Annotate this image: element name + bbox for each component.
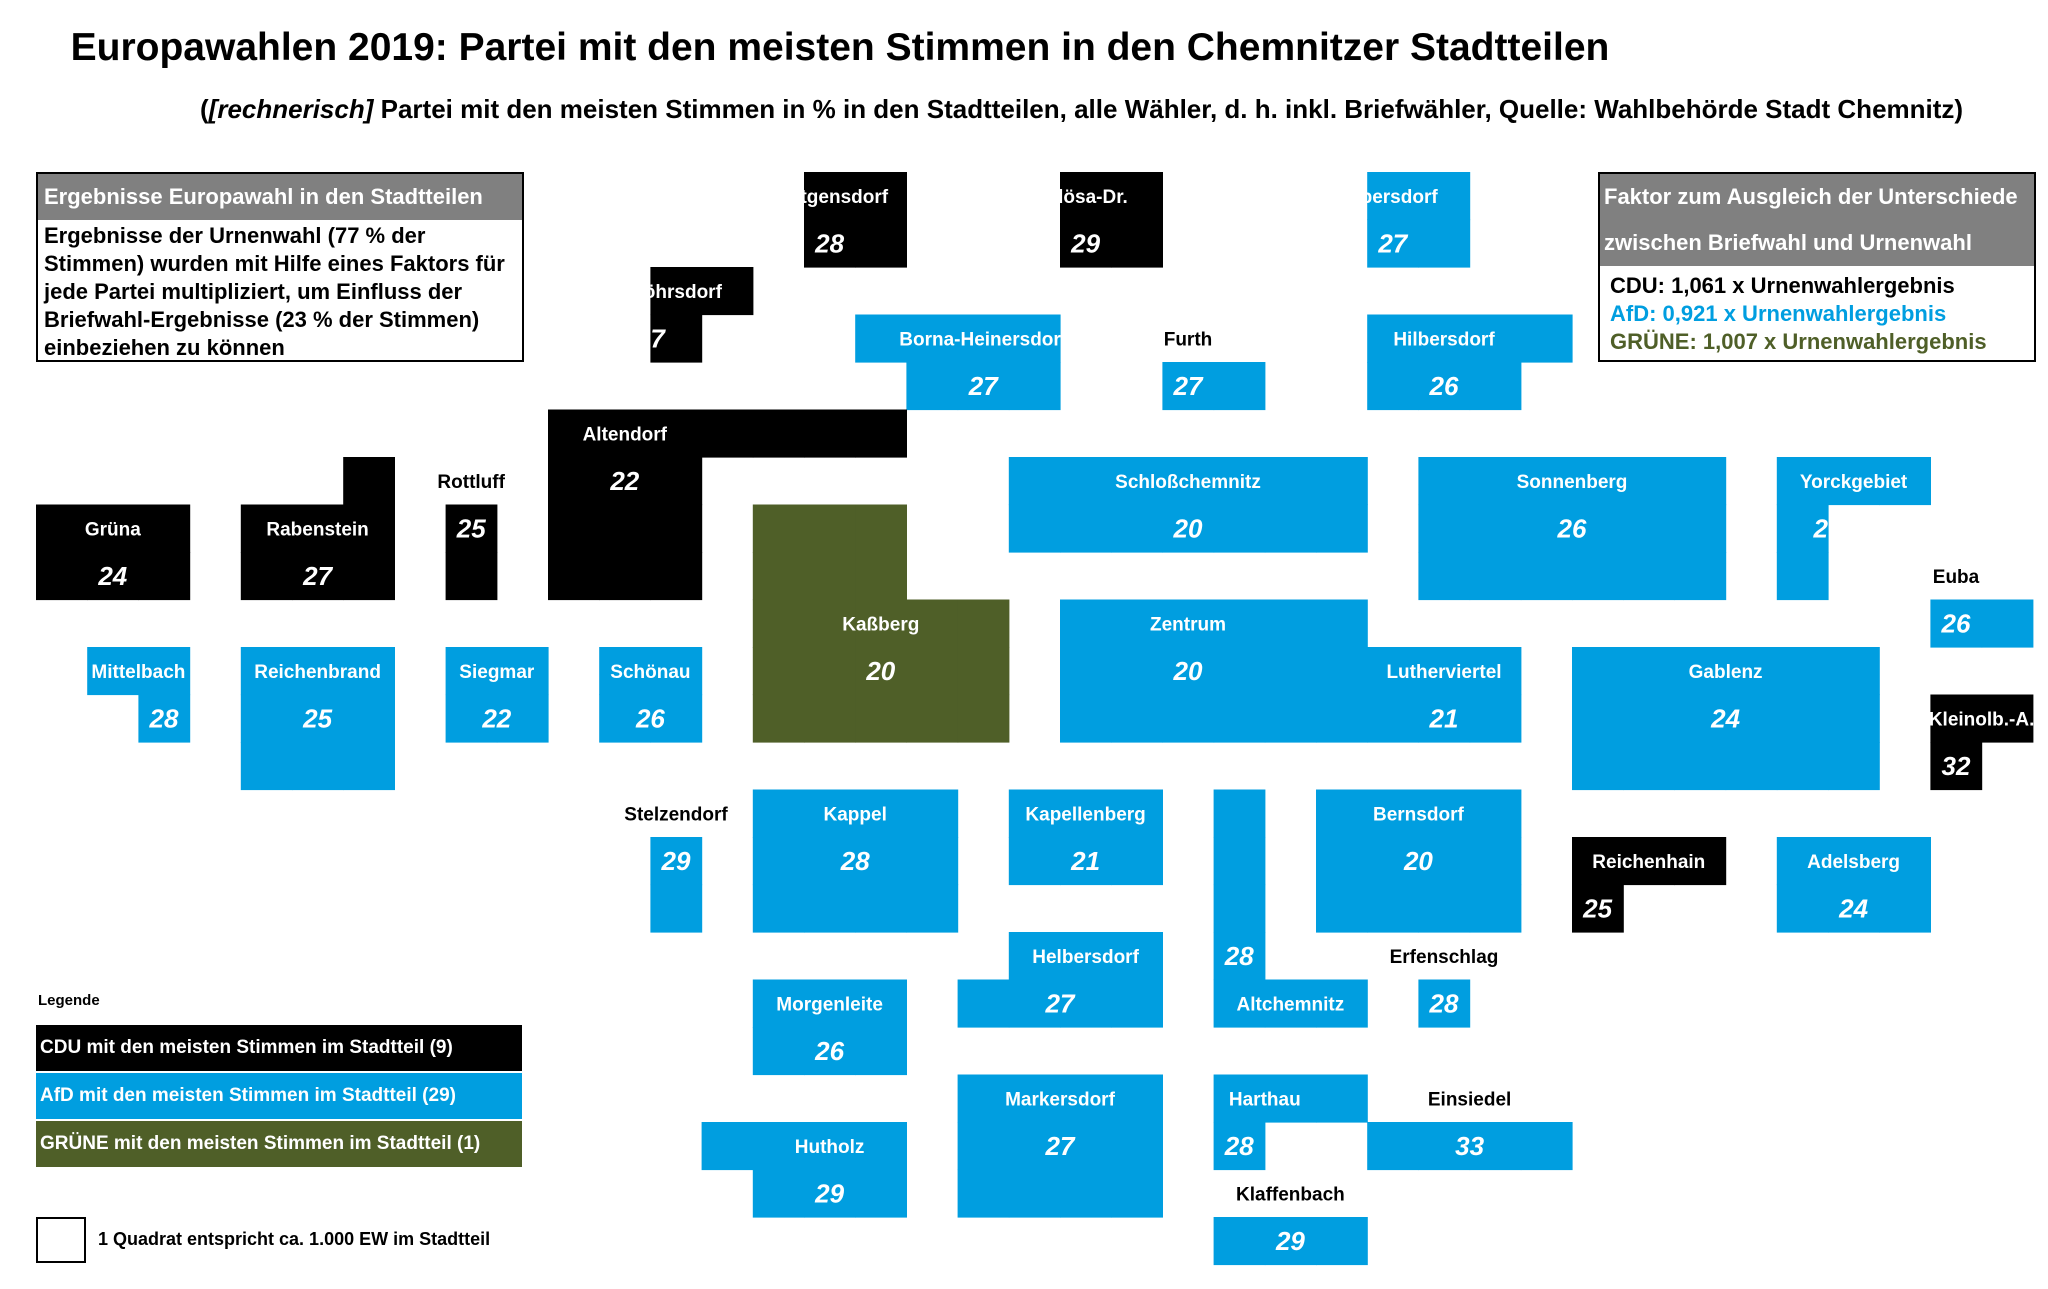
district-value: 28: [1429, 988, 1459, 1019]
legend-cdu: CDU mit den meisten Stimmen im Stadtteil (9): [36, 1025, 522, 1071]
district-cell: [343, 695, 395, 743]
district-name: Zentrum: [1150, 614, 1226, 636]
district-value: 27: [1045, 988, 1075, 1019]
district-cell: [36, 505, 88, 553]
district-cell: [906, 790, 958, 838]
district-name: Stelzendorf: [624, 804, 728, 826]
district-cell: [804, 695, 856, 743]
district-kapellenberg: [1009, 790, 1163, 886]
district-cell: [906, 362, 958, 410]
district-value: 20: [1173, 655, 1203, 686]
district-value: 20: [1173, 513, 1203, 544]
district-cell: [1470, 505, 1522, 553]
district-name: Wittgensdorf: [771, 186, 889, 208]
district-cell: [1470, 457, 1522, 505]
district-helbersdorf: [958, 932, 1163, 1028]
district-name: Markersdorf: [1005, 1089, 1115, 1111]
district-cell: [1316, 505, 1368, 553]
district-cell: [753, 600, 805, 648]
district-cell: [1777, 695, 1829, 743]
district-cell: [1674, 457, 1726, 505]
district-cell: [958, 600, 1010, 648]
district-cell: [650, 885, 702, 933]
district-value: 22: [610, 465, 640, 496]
district-harthau: [1214, 1075, 1368, 1171]
district-cell: [1111, 837, 1163, 885]
district-cell: [1470, 837, 1522, 885]
district-cell: [1777, 552, 1829, 600]
district-cell: [1316, 1217, 1368, 1265]
district-furth: [1162, 329, 1265, 410]
district-cell: [1060, 1170, 1112, 1218]
district-cell: [1214, 790, 1266, 838]
district-value: 33: [1455, 1130, 1485, 1161]
district-cell: [753, 885, 805, 933]
district-cell: [1316, 695, 1368, 743]
district-cell: [1367, 1122, 1419, 1170]
district-cell: [1521, 552, 1573, 600]
factor-header-line: zwischen Briefwahl und Urnenwahl: [1604, 230, 1972, 255]
district-value: 28: [815, 228, 845, 259]
district-name: Erfenschlag: [1389, 946, 1499, 968]
info-box-line: einbeziehen zu können: [44, 335, 285, 360]
district-lutherviertel: [1367, 647, 1521, 743]
square-note-text: 1 Quadrat entspricht ca. 1.000 EW im Stadtteil: [98, 1229, 491, 1249]
district-rottluff: [437, 472, 505, 600]
district-value: 27: [1173, 370, 1203, 401]
district-value: 20: [866, 655, 896, 686]
district-röhrsdorf: [630, 267, 753, 363]
district-name: Glösa-Dr.: [1043, 186, 1128, 208]
district-kappel: [753, 790, 958, 933]
district-cell: [1572, 742, 1624, 790]
district-cell: [1674, 505, 1726, 553]
district-cell: [1060, 505, 1112, 553]
district-cell: [1623, 742, 1675, 790]
district-value: 24: [1839, 893, 1869, 924]
district-cell: [906, 647, 958, 695]
district-cell: [1214, 1217, 1266, 1265]
district-cell: [1009, 837, 1061, 885]
district-cell: [1470, 790, 1522, 838]
district-cell: [1214, 837, 1266, 885]
district-cell: [753, 552, 805, 600]
district-cell: [958, 1122, 1010, 1170]
district-cell: [1572, 647, 1624, 695]
district-cell: [548, 457, 600, 505]
district-cell: [138, 505, 190, 553]
district-value: 27: [635, 323, 665, 354]
district-cell: [958, 980, 1010, 1028]
subtitle-rest: Partei mit den meisten Stimmen in % in den Stadtteilen, alle Wähler, d. h. inkl. Briefwähler, Quelle: Wahlbehörde Stadt Chemnitz): [373, 94, 1964, 124]
district-cell: [1572, 552, 1624, 600]
district-name: Altchemnitz: [1236, 994, 1345, 1016]
district-siegmar: [446, 647, 549, 743]
district-cell: [1265, 695, 1317, 743]
district-cell: [1060, 647, 1112, 695]
district-cell: [36, 552, 88, 600]
district-cell: [1828, 695, 1880, 743]
district-wittgensdorf: [771, 172, 907, 268]
district-cell: [1060, 695, 1112, 743]
district-cell: [1316, 885, 1368, 933]
district-klaffenbach: [1214, 1184, 1368, 1265]
district-glösa-dr-: [1043, 172, 1163, 268]
district-cell: [958, 1170, 1010, 1218]
district-value: 26: [635, 703, 665, 734]
district-value: 27: [1045, 1130, 1075, 1161]
district-cell: [1111, 1122, 1163, 1170]
district-stelzendorf: [624, 804, 728, 932]
district-cell: [1265, 457, 1317, 505]
district-cell: [1111, 505, 1163, 553]
district-cell: [855, 1170, 907, 1218]
district-cell: [650, 505, 702, 553]
legend-title: Legende: [38, 992, 100, 1009]
district-name: Kleinolb.-A.: [1928, 709, 2035, 731]
district-value: 25: [303, 703, 333, 734]
info-box-header: Ergebnisse Europawahl in den Stadtteilen: [38, 174, 522, 220]
district-cell: [241, 695, 293, 743]
district-name: Altendorf: [582, 424, 668, 446]
district-cell: [855, 505, 907, 553]
district-borna-heinersdorf: [855, 315, 1068, 411]
legend-afd: AfD mit den meisten Stimmen im Stadtteil (29): [36, 1073, 522, 1119]
district-cell: [1777, 742, 1829, 790]
district-morgenleite: [753, 980, 907, 1076]
district-bernsdorf: [1316, 790, 1521, 933]
district-cell: [548, 552, 600, 600]
district-value: 26: [1941, 608, 1971, 639]
district-cell: [1982, 600, 2034, 648]
district-value: 24: [1711, 703, 1741, 734]
district-name: Hutholz: [794, 1136, 865, 1158]
district-cell: [548, 505, 600, 553]
legend-gruene: GRÜNE mit den meisten Stimmen im Stadtteil (1): [36, 1121, 522, 1167]
district-name: Rottluff: [437, 471, 505, 493]
district-value: 28: [1224, 1130, 1254, 1161]
district-name: Kapellenberg: [1025, 804, 1146, 826]
district-cell: [702, 1122, 754, 1170]
district-cell: [1111, 220, 1163, 268]
district-cell: [446, 552, 498, 600]
district-name: Helbersdorf: [1032, 946, 1139, 968]
district-value: 25: [456, 513, 486, 544]
district-cell: [1316, 457, 1368, 505]
district-name: Sonnenberg: [1516, 471, 1628, 493]
district-cell: [753, 837, 805, 885]
district-name: Harthau: [1228, 1089, 1301, 1111]
district-cell: [804, 885, 856, 933]
district-value: 21: [1429, 703, 1459, 734]
district-name: Ebersdorf: [1347, 186, 1438, 208]
district-cell: [1060, 600, 1112, 648]
district-name: Reichenhain: [1592, 851, 1706, 873]
district-cell: [1111, 1170, 1163, 1218]
district-cell: [804, 552, 856, 600]
district-cell: [906, 885, 958, 933]
district-cell: [804, 505, 856, 553]
district-cell: [906, 837, 958, 885]
district-cell: [1418, 457, 1470, 505]
district-value: 27: [968, 370, 998, 401]
district-reichenbrand: [241, 647, 395, 790]
district-cell: [1418, 220, 1470, 268]
district-cell: [753, 1027, 805, 1075]
district-name: Gablenz: [1688, 661, 1763, 683]
district-name: Borna-Heinersdorf: [899, 329, 1068, 351]
district-cell: [1572, 695, 1624, 743]
district-zentrum: [1060, 600, 1368, 743]
district-value: 25: [1583, 893, 1613, 924]
district-einsiedel: [1367, 1089, 1572, 1170]
district-cell: [1316, 837, 1368, 885]
info-box-line: Briefwahl-Ergebnisse (23 % der Stimmen): [44, 307, 480, 332]
district-cell: [241, 742, 293, 790]
district-name: Mittelbach: [91, 661, 186, 683]
district-value: 28: [840, 845, 870, 876]
district-value: 28: [1224, 940, 1254, 971]
district-cell: [599, 552, 651, 600]
district-hilbersdorf: [1367, 315, 1572, 411]
district-cell: [599, 505, 651, 553]
district-cell: [753, 695, 805, 743]
district-cell: [1879, 885, 1931, 933]
factor-cdu: CDU: 1,061 x Urnenwahlergebnis: [1610, 273, 1955, 298]
district-cell: [1316, 1075, 1368, 1123]
district-cell: [1009, 505, 1061, 553]
district-cell: [1367, 695, 1419, 743]
subtitle-italic: [rechnerisch]: [208, 94, 374, 124]
district-cell: [753, 410, 805, 458]
district-cell: [1009, 1170, 1061, 1218]
district-cell: [855, 552, 907, 600]
district-cell: [1418, 552, 1470, 600]
district-cell: [1009, 457, 1061, 505]
district-name: Reichenbrand: [254, 661, 381, 683]
district-cell: [1521, 1122, 1573, 1170]
district-value: 21: [1071, 845, 1101, 876]
district-cell: [1828, 742, 1880, 790]
district-adelsberg: [1777, 837, 1931, 933]
district-kaßberg: [753, 505, 1010, 743]
district-cell: [650, 457, 702, 505]
district-name: Adelsberg: [1807, 851, 1901, 873]
district-cell: [1214, 695, 1266, 743]
district-kleinolb-a-: [1929, 695, 2035, 791]
district-cell: [958, 695, 1010, 743]
district-cell: [804, 410, 856, 458]
district-cell: [1316, 600, 1368, 648]
district-cell: [1009, 362, 1061, 410]
district-name: Morgenleite: [776, 994, 883, 1016]
district-name: Schloßchemnitz: [1115, 471, 1261, 493]
district-cell: [753, 790, 805, 838]
district-cell: [1214, 647, 1266, 695]
district-cell: [343, 552, 395, 600]
district-value: 27: [303, 560, 333, 591]
district-cell: [1470, 362, 1522, 410]
district-sonnenberg: [1418, 457, 1726, 600]
district-cell: [855, 410, 907, 458]
district-cell: [753, 1170, 805, 1218]
district-value: 26: [1557, 513, 1587, 544]
district-erfenschlag: [1390, 947, 1499, 1028]
info-box-line: Stimmen) wurden mit Hilfe eines Faktors für: [44, 251, 505, 276]
district-value: 26: [815, 1035, 845, 1066]
district-name: Furth: [1163, 329, 1213, 351]
district-cell: [1111, 695, 1163, 743]
district-name: Yorckgebiet: [1799, 471, 1908, 493]
district-name: Schönau: [610, 661, 691, 683]
info-box-line: jede Partei multipliziert, um Einfluss der: [44, 279, 463, 304]
factor-gruene: GRÜNE: 1,007 x Urnenwahlergebnis: [1610, 329, 1987, 354]
info-box-line: Ergebnisse der Urnenwahl (77 % der: [44, 223, 426, 248]
page-title: Europawahlen 2019: Partei mit den meisten Stimmen in den Chemnitzer Stadtteilen: [70, 26, 1610, 69]
district-value: 32: [1941, 750, 1971, 781]
district-schloßchemnitz: [1009, 457, 1368, 553]
district-cell: [1418, 505, 1470, 553]
district-value: 28: [149, 703, 179, 734]
district-cell: [1111, 647, 1163, 695]
district-cell: [1111, 980, 1163, 1028]
district-cell: [292, 742, 344, 790]
district-cell: [1470, 885, 1522, 933]
district-cell: [1521, 315, 1573, 363]
district-cell: [1418, 885, 1470, 933]
district-cell: [702, 410, 754, 458]
district-value: 29: [661, 845, 691, 876]
district-name: Kaßberg: [842, 614, 920, 636]
district-value: 29: [1275, 1225, 1305, 1256]
district-cell: [1470, 552, 1522, 600]
district-cell: [241, 552, 293, 600]
district-cell: [855, 1027, 907, 1075]
district-cell: [855, 885, 907, 933]
district-cell: [1623, 552, 1675, 600]
district-name: Bernsdorf: [1373, 804, 1464, 826]
district-cell: [1214, 505, 1266, 553]
district-cell: [1777, 647, 1829, 695]
district-cell: [855, 695, 907, 743]
district-cell: [1777, 885, 1829, 933]
district-schönau: [599, 647, 702, 743]
district-value: 27: [1378, 228, 1408, 259]
district-hutholz: [702, 1122, 907, 1218]
district-cell: [1623, 457, 1675, 505]
factor-header-line: Faktor zum Ausgleich der Unterschiede: [1604, 184, 2018, 209]
district-cell: [1828, 647, 1880, 695]
district-name: Klaffenbach: [1236, 1184, 1345, 1206]
district-yorckgebiet: [1777, 457, 1931, 600]
district-cell: [1623, 505, 1675, 553]
district-value: 29: [815, 1178, 845, 1209]
district-markersdorf: [958, 1075, 1163, 1218]
district-gablenz: [1572, 647, 1880, 790]
district-grüna: [36, 505, 190, 601]
district-value: 20: [1403, 845, 1433, 876]
district-cell: [1726, 742, 1778, 790]
district-cell: [1316, 647, 1368, 695]
district-cell: [958, 1075, 1010, 1123]
district-name: Rabenstein: [266, 519, 369, 541]
district-cell: [753, 505, 805, 553]
district-cell: [343, 457, 395, 505]
district-cell: [650, 552, 702, 600]
district-name: Einsiedel: [1427, 1089, 1512, 1111]
district-cell: [1265, 647, 1317, 695]
district-cell: [1623, 647, 1675, 695]
district-value: 22: [482, 703, 512, 734]
district-reichenhain: [1572, 837, 1726, 933]
district-value: 24: [98, 560, 128, 591]
district-cell: [1214, 362, 1266, 410]
district-cell: [1111, 1075, 1163, 1123]
district-mittelbach: [87, 647, 190, 743]
district-cell: [1470, 695, 1522, 743]
district-cell: [855, 220, 907, 268]
scale-square: [36, 1217, 86, 1263]
district-cell: [1623, 695, 1675, 743]
factor-afd: AfD: 0,921 x Urnenwahlergebnis: [1610, 301, 1947, 326]
district-name: Kappel: [823, 804, 887, 826]
district-name: Siegmar: [459, 661, 535, 683]
district-cell: [906, 695, 958, 743]
district-cell: [1367, 362, 1419, 410]
district-name: Grüna: [84, 519, 141, 541]
district-cell: [1674, 552, 1726, 600]
district-name: Hilbersdorf: [1393, 329, 1495, 351]
district-cell: [1265, 600, 1317, 648]
district-cell: [958, 647, 1010, 695]
district-value: 29: [1071, 228, 1101, 259]
district-cell: [343, 742, 395, 790]
district-cell: [1265, 505, 1317, 553]
district-value: 26: [1813, 513, 1843, 544]
district-cell: [1214, 885, 1266, 933]
district-cell: [1674, 742, 1726, 790]
district-cell: [804, 647, 856, 695]
district-name: Lutherviertel: [1386, 661, 1502, 683]
subtitle-prefix: (: [200, 94, 209, 124]
district-cell: [753, 647, 805, 695]
district-cell: [1060, 457, 1112, 505]
district-ebersdorf: [1348, 172, 1470, 268]
district-euba: [1930, 567, 2033, 648]
district-name: Euba: [1932, 566, 1980, 588]
district-value: 26: [1429, 370, 1459, 401]
district-cell: [1316, 790, 1368, 838]
district-cell: [1367, 885, 1419, 933]
district-rabenstein: [241, 457, 395, 600]
district-name: Röhrsdorf: [630, 281, 722, 303]
district-cell: [1162, 695, 1214, 743]
district-cell: [138, 552, 190, 600]
